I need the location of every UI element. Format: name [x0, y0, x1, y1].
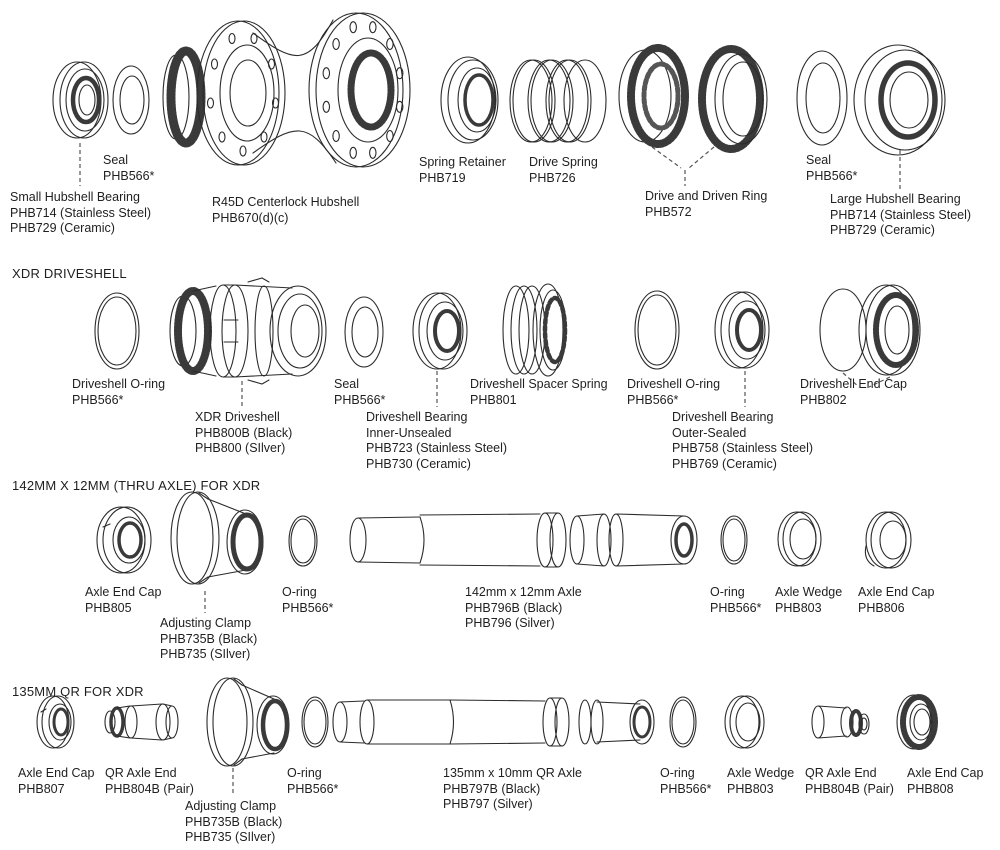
seal-right-drawing: [797, 51, 847, 145]
label-line: Adjusting Clamp: [185, 799, 277, 813]
label-line: Seal: [334, 377, 360, 391]
label-line: Seal: [103, 153, 129, 167]
oring-142-right-drawing: [721, 516, 747, 564]
label-seal-right: [806, 153, 857, 184]
label-line: Axle End Cap: [907, 766, 984, 780]
label-oring-135-right: [660, 766, 711, 797]
qr-axle-end-left-drawing: [105, 704, 178, 740]
label-drive-ring: [645, 189, 767, 220]
label-line: O-ring: [660, 766, 695, 780]
label-line: Driveshell O-ring: [72, 377, 166, 391]
driven-ring-drawing: [702, 49, 767, 149]
label-driveshell-bearing-outer: [672, 410, 813, 472]
label-seal-left: [103, 153, 154, 184]
label-line: Axle Wedge: [775, 585, 843, 599]
label-line: Axle End Cap: [18, 766, 95, 780]
axle-142-drawing: [350, 513, 697, 567]
label-line: PHB735 (SIlver): [160, 647, 251, 661]
axle-135-drawing: [333, 698, 654, 746]
label-line: PHB796 (Silver): [465, 616, 555, 630]
section-header-xdr-driveshell: XDR DRIVESHELL: [12, 266, 127, 281]
label-adjusting-clamp-142: [160, 616, 257, 663]
label-oring-142-left: [282, 585, 333, 616]
large-hubshell-bearing-drawing: [854, 45, 945, 155]
label-line: PHB735 (SIlver): [185, 830, 276, 844]
label-oring-142-right: [710, 585, 761, 616]
spring-retainer-drawing: [441, 57, 498, 143]
label-line: PHB796B (Black): [465, 600, 563, 615]
label-line: PHB714 (Stainless Steel): [830, 207, 972, 222]
label-line: PHB735B (Black): [160, 631, 258, 646]
qr-axle-end-right-drawing: [812, 706, 869, 738]
label-hubshell: [212, 195, 359, 226]
label-large-hubshell-bearing: [830, 192, 971, 239]
label-line: Adjusting Clamp: [160, 616, 252, 630]
driveshell-bearing-outer-drawing: [715, 292, 769, 368]
label-line: PHB729 (Ceramic): [10, 221, 115, 235]
label-qr-axle-end-left: [105, 766, 194, 797]
hubshell-drawing: [163, 13, 410, 167]
label-line: Driveshell O-ring: [627, 377, 721, 391]
label-oring-135-left: [287, 766, 338, 797]
adjusting-clamp-142-drawing: [171, 492, 263, 584]
label-line: Driveshell Bearing: [366, 410, 468, 424]
label-line: PHB803: [727, 781, 774, 796]
label-line: PHB566*: [72, 392, 124, 407]
label-line: QR Axle End: [105, 766, 177, 780]
label-line: PHB719: [419, 170, 466, 185]
label-line: Small Hubshell Bearing: [10, 190, 140, 204]
label-axle-wedge-142: [775, 585, 842, 616]
label-line: O-ring: [710, 585, 745, 599]
driveshell-end-cap-drawing: [859, 285, 920, 375]
driveshell-spacer-spring-drawing: [503, 284, 566, 376]
driveshell-bearing-inner-drawing: [413, 293, 467, 369]
axle-wedge-135-drawing: [725, 696, 764, 748]
label-line: PHB801: [470, 392, 517, 407]
label-line: Driveshell End Cap: [800, 377, 907, 391]
axle-wedge-142-drawing: [778, 512, 821, 566]
label-driveshell-oring-right: [627, 377, 720, 408]
label-axle-142: [465, 585, 582, 632]
label-line: PHB797 (Silver): [443, 797, 533, 811]
drive-spring-drawing: [510, 60, 606, 142]
oring-135-left-drawing: [302, 697, 328, 747]
seal-xdr-drawing: [345, 297, 383, 367]
label-line: Large Hubshell Bearing: [830, 192, 961, 206]
label-line: Spring Retainer: [419, 155, 506, 169]
oring-135-right-drawing: [670, 697, 696, 747]
label-line: Axle Wedge: [727, 766, 795, 780]
label-spring-retainer: [419, 155, 506, 186]
label-line: Seal: [806, 153, 832, 167]
label-line: PHB797B (Black): [443, 781, 541, 796]
label-line: PHB730 (Ceramic): [366, 456, 471, 471]
label-line: O-ring: [282, 585, 317, 599]
label-driveshell-spacer-spring: [470, 377, 608, 408]
label-line: PHB566*: [710, 600, 762, 615]
label-line: PHB803: [775, 600, 822, 615]
label-driveshell-end-cap: [800, 377, 907, 408]
label-line: Inner-Unsealed: [366, 425, 452, 440]
label-qr-axle-end-right: [805, 766, 894, 797]
label-axle-wedge-135: [727, 766, 794, 797]
label-xdr-driveshell: [195, 410, 292, 457]
section-header-thru-axle: 142MM X 12MM (THRU AXLE) FOR XDR: [12, 478, 261, 493]
section-header-qr: 135MM QR FOR XDR: [12, 684, 144, 699]
label-line: O-ring: [287, 766, 322, 780]
label-line: PHB714 (Stainless Steel): [10, 205, 152, 220]
axle-end-cap-805-drawing: [97, 507, 151, 573]
axle-end-cap-806-drawing: [865, 512, 911, 568]
label-line: PHB566*: [334, 392, 386, 407]
label-driveshell-bearing-inner: [366, 410, 507, 472]
label-line: PHB808: [907, 781, 954, 796]
label-seal-xdr: [334, 377, 385, 408]
driveshell-oring-left-drawing: [95, 293, 139, 369]
label-axle-end-cap-808: [907, 766, 983, 797]
label-line: Drive and Driven Ring: [645, 189, 768, 203]
label-axle-end-cap-806: [858, 585, 934, 616]
label-line: PHB804B (Pair): [805, 781, 894, 796]
label-line: PHB806: [858, 600, 905, 615]
seal-left-drawing: [113, 66, 149, 134]
label-line: PHB800 (SIlver): [195, 441, 286, 455]
oring-142-left-drawing: [289, 516, 317, 566]
label-line: PHB566*: [287, 781, 339, 796]
axle-end-cap-808-drawing: [897, 695, 935, 749]
label-line: PHB804B (Pair): [105, 781, 194, 796]
label-axle-end-cap-807: [18, 766, 94, 797]
label-line: PHB670(d)(c): [212, 210, 289, 225]
label-line: PHB805: [85, 600, 132, 615]
label-line: PHB566*: [103, 168, 155, 183]
label-line: PHB769 (Ceramic): [672, 456, 777, 471]
label-line: PHB572: [645, 204, 692, 219]
label-drive-spring: [529, 155, 598, 186]
label-line: PHB758 (Stainless Steel): [672, 441, 814, 455]
label-adjusting-clamp-135: [185, 799, 282, 846]
label-line: QR Axle End: [805, 766, 877, 780]
label-line: 135mm x 10mm QR Axle: [443, 766, 582, 780]
label-driveshell-oring-left: [72, 377, 165, 408]
label-line: PHB566*: [806, 168, 858, 183]
label-line: PHB735B (Black): [185, 814, 283, 829]
label-line: PHB800B (Black): [195, 425, 293, 440]
label-line: PHB566*: [660, 781, 712, 796]
label-small-hubshell-bearing: [10, 190, 151, 237]
label-line: R45D Centerlock Hubshell: [212, 195, 360, 209]
driveshell-oring-right-drawing: [635, 291, 679, 369]
label-line: PHB566*: [282, 600, 334, 615]
label-line: Axle End Cap: [85, 585, 162, 599]
label-axle-135: [443, 766, 582, 813]
label-line: Driveshell Bearing: [672, 410, 774, 424]
label-line: 142mm x 12mm Axle: [465, 585, 582, 599]
label-line: PHB802: [800, 392, 847, 407]
label-line: PHB729 (Ceramic): [830, 223, 935, 237]
xdr-driveshell-drawing: [170, 278, 326, 384]
label-line: PHB807: [18, 781, 65, 796]
label-line: PHB726: [529, 170, 576, 185]
label-line: Outer-Sealed: [672, 425, 747, 440]
drive-ring-drawing: [619, 48, 685, 144]
label-line: Driveshell Spacer Spring: [470, 377, 608, 391]
label-axle-end-cap-805: [85, 585, 161, 616]
axle-end-cap-807-drawing: [37, 696, 74, 748]
label-line: PHB566*: [627, 392, 679, 407]
label-line: Drive Spring: [529, 155, 598, 169]
label-line: PHB723 (Stainless Steel): [366, 441, 508, 455]
label-line: XDR Driveshell: [195, 410, 280, 424]
label-line: Axle End Cap: [858, 585, 935, 599]
small-hubshell-bearing-drawing: [53, 62, 108, 138]
adjusting-clamp-135-drawing: [207, 678, 289, 766]
